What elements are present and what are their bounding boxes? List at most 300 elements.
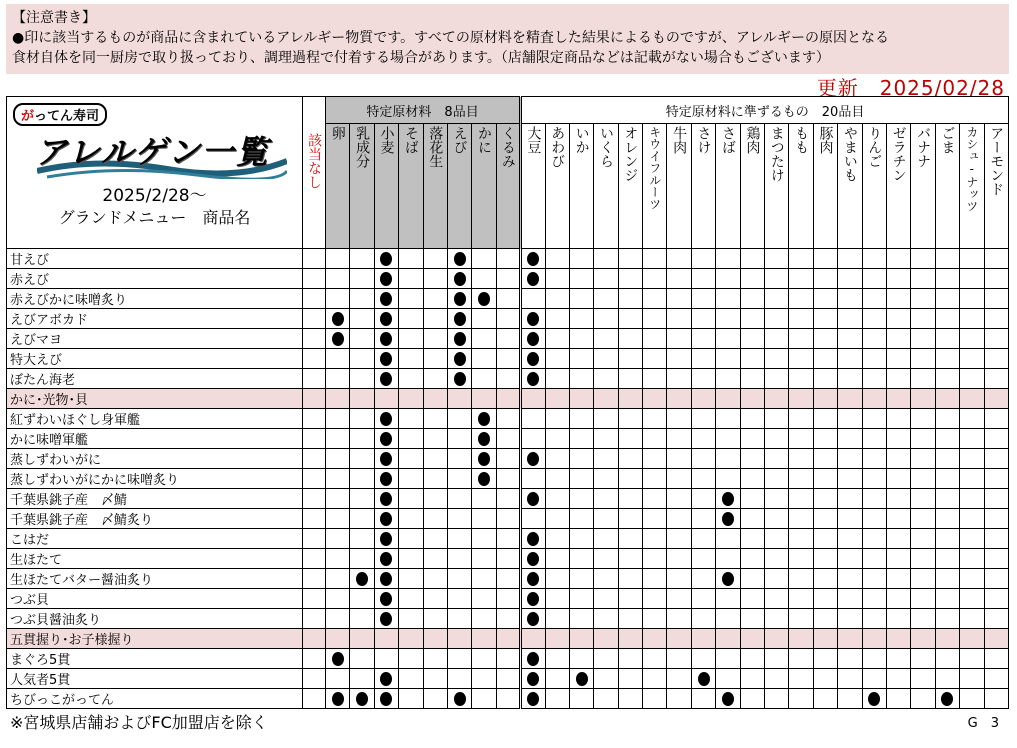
- allergen-cell: [618, 689, 642, 709]
- item-name: つぶ貝: [7, 589, 303, 609]
- allergen-cell: [569, 409, 593, 429]
- allergen-cell: [716, 369, 740, 389]
- allergen-cell: [667, 409, 691, 429]
- allergen-column-header: [740, 124, 764, 249]
- item-name: 千葉県銚子産 〆鯖炙り: [7, 509, 303, 529]
- allergen-cell: [984, 409, 1008, 429]
- allergen-cell: [667, 609, 691, 629]
- allergen-cell: [399, 549, 423, 569]
- allergen-cell: [813, 489, 837, 509]
- allergen-cell: [374, 449, 398, 469]
- allergen-cell: [374, 629, 398, 649]
- allergen-cell: [472, 509, 496, 529]
- allergen-cell: [984, 469, 1008, 489]
- allergen-cell: [813, 289, 837, 309]
- allergen-cell: [813, 649, 837, 669]
- allergen-cell: [618, 249, 642, 269]
- allergen-cell: [813, 529, 837, 549]
- allergen-cell: [838, 629, 862, 649]
- allergen-cell: [862, 529, 886, 549]
- allergen-mark-icon: [380, 352, 392, 366]
- allergen-cell: [399, 329, 423, 349]
- allergen-cell: [789, 289, 813, 309]
- allergen-cell: [740, 529, 764, 549]
- none-cell: [303, 549, 326, 569]
- allergen-mark-icon: [380, 292, 392, 306]
- table-row: [7, 669, 1009, 689]
- allergen-cell: [838, 249, 862, 269]
- allergen-cell: [643, 549, 667, 569]
- allergen-cell: [813, 409, 837, 429]
- allergen-cell: [447, 469, 471, 489]
- allergen-cell: [472, 329, 496, 349]
- allergen-cell: [765, 369, 789, 389]
- allergen-cell: [521, 609, 545, 629]
- table-row: [7, 509, 1009, 529]
- allergen-mark-icon: [527, 532, 539, 546]
- item-name: かに味噌軍艦: [7, 429, 303, 449]
- allergen-cell: [374, 529, 398, 549]
- allergen-cell: [886, 349, 910, 369]
- allergen-cell: [618, 269, 642, 289]
- footer-note: ※宮城県店舗およびFC加盟店を除く: [10, 713, 268, 732]
- allergen-cell: [326, 349, 350, 369]
- allergen-cell: [423, 689, 447, 709]
- allergen-mark-icon: [332, 692, 344, 706]
- allergen-mark-icon: [356, 692, 368, 706]
- allergen-cell: [862, 329, 886, 349]
- allergen-cell: [594, 389, 618, 409]
- allergen-cell: [789, 629, 813, 649]
- none-cell: [303, 529, 326, 549]
- allergen-cell: [960, 669, 984, 689]
- allergen-cell: [765, 309, 789, 329]
- allergen-cell: [960, 589, 984, 609]
- allergen-cell: [984, 669, 1008, 689]
- allergen-cell: [447, 289, 471, 309]
- allergen-cell: [472, 409, 496, 429]
- allergen-cell: [838, 269, 862, 289]
- allergen-mark-icon: [380, 332, 392, 346]
- allergen-cell: [789, 389, 813, 409]
- allergen-cell: [862, 409, 886, 429]
- allergen-cell: [374, 289, 398, 309]
- allergen-cell: [326, 549, 350, 569]
- allergen-cell: [399, 469, 423, 489]
- allergen-cell: [350, 409, 374, 429]
- allergen-cell: [667, 689, 691, 709]
- allergen-cell: [935, 569, 959, 589]
- allergen-cell: [374, 389, 398, 409]
- allergen-cell: [960, 329, 984, 349]
- allergen-cell: [594, 589, 618, 609]
- allergen-cell: [789, 609, 813, 629]
- allergen-cell: [472, 689, 496, 709]
- allergen-mark-icon: [527, 552, 539, 566]
- allergen-mark-icon: [380, 272, 392, 286]
- allergen-cell: [691, 349, 715, 369]
- allergen-cell: [813, 249, 837, 269]
- allergen-cell: [569, 389, 593, 409]
- allergen-label: 牛肉: [671, 126, 688, 154]
- allergen-cell: [813, 389, 837, 409]
- allergen-cell: [350, 289, 374, 309]
- allergen-cell: [594, 409, 618, 429]
- allergen-mark-icon: [332, 332, 344, 346]
- allergen-cell: [423, 569, 447, 589]
- allergen-cell: [472, 449, 496, 469]
- allergen-mark-icon: [722, 512, 734, 526]
- allergen-cell: [618, 349, 642, 369]
- allergen-cell: [667, 549, 691, 569]
- allergen-cell: [326, 569, 350, 589]
- allergen-cell: [472, 309, 496, 329]
- allergen-cell: [594, 689, 618, 709]
- allergen-cell: [496, 289, 520, 309]
- allergen-cell: [740, 429, 764, 449]
- allergen-cell: [569, 429, 593, 449]
- allergen-cell: [740, 649, 764, 669]
- allergen-column-header: [935, 124, 959, 249]
- allergen-mark-icon: [380, 252, 392, 266]
- allergen-cell: [667, 469, 691, 489]
- allergen-label: オレンジ: [622, 126, 639, 182]
- allergen-cell: [838, 529, 862, 549]
- allergen-cell: [862, 569, 886, 589]
- allergen-mark-icon: [527, 692, 539, 706]
- allergen-cell: [911, 689, 935, 709]
- allergen-cell: [496, 409, 520, 429]
- allergen-cell: [935, 409, 959, 429]
- allergen-cell: [350, 429, 374, 449]
- allergen-label: さば: [719, 126, 736, 154]
- allergen-cell: [594, 469, 618, 489]
- allergen-cell: [691, 309, 715, 329]
- allergen-cell: [472, 469, 496, 489]
- notice-box: [6, 4, 1009, 74]
- allergen-cell: [667, 349, 691, 369]
- allergen-cell: [569, 629, 593, 649]
- allergen-cell: [862, 249, 886, 269]
- allergen-cell: [350, 669, 374, 689]
- allergen-mark-icon: [380, 512, 392, 526]
- allergen-cell: [374, 429, 398, 449]
- allergen-cell: [838, 649, 862, 669]
- allergen-cell: [594, 269, 618, 289]
- allergen-cell: [350, 689, 374, 709]
- allergen-cell: [399, 609, 423, 629]
- allergen-mark-icon: [527, 312, 539, 326]
- allergen-cell: [447, 649, 471, 669]
- allergen-cell: [643, 329, 667, 349]
- none-cell: [303, 389, 326, 409]
- allergen-column-header: [643, 124, 667, 249]
- allergen-cell: [496, 489, 520, 509]
- allergen-cell: [886, 649, 910, 669]
- allergen-mark-icon: [527, 672, 539, 686]
- allergen-cell: [399, 569, 423, 589]
- allergen-cell: [716, 469, 740, 489]
- allergen-cell: [862, 369, 886, 389]
- allergen-cell: [765, 329, 789, 349]
- major-allergen-group-header: 特定原材料 8品目: [326, 97, 521, 124]
- allergen-cell: [423, 629, 447, 649]
- allergen-cell: [984, 369, 1008, 389]
- allergen-column-header: [716, 124, 740, 249]
- allergen-cell: [862, 289, 886, 309]
- allergen-cell: [374, 329, 398, 349]
- allergen-cell: [374, 609, 398, 629]
- allergen-cell: [960, 389, 984, 409]
- allergen-cell: [326, 609, 350, 629]
- allergen-cell: [960, 509, 984, 529]
- allergen-cell: [423, 309, 447, 329]
- allergen-cell: [545, 429, 569, 449]
- allergen-cell: [350, 449, 374, 469]
- allergen-cell: [594, 349, 618, 369]
- allergen-column-header: [911, 124, 935, 249]
- allergen-cell: [618, 469, 642, 489]
- allergen-cell: [740, 349, 764, 369]
- allergen-cell: [838, 449, 862, 469]
- allergen-cell: [569, 669, 593, 689]
- allergen-cell: [545, 629, 569, 649]
- allergen-cell: [862, 349, 886, 369]
- allergen-cell: [691, 509, 715, 529]
- allergen-cell: [716, 449, 740, 469]
- allergen-cell: [594, 489, 618, 509]
- allergen-cell: [960, 549, 984, 569]
- allergen-cell: [423, 349, 447, 369]
- allergen-cell: [691, 469, 715, 489]
- allergen-cell: [326, 509, 350, 529]
- allergen-cell: [399, 249, 423, 269]
- allergen-cell: [911, 389, 935, 409]
- allergen-cell: [789, 529, 813, 549]
- allergen-cell: [960, 629, 984, 649]
- allergen-label: アーモンド: [988, 126, 1005, 196]
- allergen-cell: [423, 369, 447, 389]
- allergen-cell: [935, 489, 959, 509]
- none-cell: [303, 629, 326, 649]
- allergen-cell: [374, 349, 398, 369]
- allergen-cell: [545, 409, 569, 429]
- allergen-cell: [838, 469, 862, 489]
- allergen-cell: [813, 589, 837, 609]
- allergen-cell: [886, 309, 910, 329]
- allergen-cell: [643, 629, 667, 649]
- allergen-mark-icon: [380, 572, 392, 586]
- allergen-cell: [618, 669, 642, 689]
- allergen-cell: [716, 329, 740, 349]
- allergen-cell: [569, 609, 593, 629]
- allergen-cell: [960, 249, 984, 269]
- allergen-cell: [326, 469, 350, 489]
- allergen-cell: [521, 589, 545, 609]
- allergen-cell: [399, 429, 423, 449]
- allergen-cell: [862, 669, 886, 689]
- allergen-column-header: [886, 124, 910, 249]
- allergen-cell: [691, 329, 715, 349]
- allergen-cell: [765, 409, 789, 429]
- allergen-cell: [447, 569, 471, 589]
- allergen-cell: [423, 429, 447, 449]
- allergen-cell: [472, 549, 496, 569]
- allergen-column-header: [326, 124, 350, 249]
- table-row: [7, 449, 1009, 469]
- allergen-cell: [447, 589, 471, 609]
- allergen-cell: [447, 329, 471, 349]
- allergen-cell: [545, 669, 569, 689]
- allergen-cell: [765, 609, 789, 629]
- allergen-mark-icon: [527, 372, 539, 386]
- allergen-cell: [423, 329, 447, 349]
- allergen-mark-icon: [454, 372, 466, 386]
- allergen-label: りんご: [866, 126, 883, 168]
- allergen-cell: [472, 429, 496, 449]
- allergen-cell: [326, 689, 350, 709]
- allergen-cell: [496, 369, 520, 389]
- allergen-cell: [496, 509, 520, 529]
- allergen-cell: [886, 569, 910, 589]
- item-name: 甘えび: [7, 249, 303, 269]
- allergen-cell: [521, 509, 545, 529]
- allergen-cell: [789, 409, 813, 429]
- allergen-mark-icon: [380, 312, 392, 326]
- allergen-cell: [862, 609, 886, 629]
- allergen-cell: [935, 269, 959, 289]
- allergen-cell: [447, 629, 471, 649]
- allergen-cell: [740, 609, 764, 629]
- allergen-column-header: [813, 124, 837, 249]
- allergen-label: いか: [573, 126, 590, 154]
- allergen-table: [6, 96, 1009, 709]
- allergen-cell: [521, 409, 545, 429]
- allergen-cell: [740, 269, 764, 289]
- table-row: [7, 369, 1009, 389]
- allergen-cell: [789, 449, 813, 469]
- allergen-cell: [886, 609, 910, 629]
- allergen-cell: [399, 369, 423, 389]
- allergen-cell: [521, 529, 545, 549]
- allergen-cell: [326, 289, 350, 309]
- allergen-cell: [984, 529, 1008, 549]
- allergen-cell: [667, 309, 691, 329]
- allergen-cell: [911, 649, 935, 669]
- allergen-cell: [472, 349, 496, 369]
- allergen-mark-icon: [527, 272, 539, 286]
- allergen-cell: [618, 609, 642, 629]
- allergen-mark-icon: [380, 692, 392, 706]
- allergen-label: えび: [451, 126, 468, 154]
- allergen-cell: [545, 689, 569, 709]
- allergen-cell: [911, 669, 935, 689]
- allergen-cell: [594, 629, 618, 649]
- allergen-cell: [960, 649, 984, 669]
- allergen-mark-icon: [454, 312, 466, 326]
- allergen-cell: [643, 469, 667, 489]
- allergen-cell: [960, 469, 984, 489]
- allergen-cell: [545, 309, 569, 329]
- allergen-cell: [667, 249, 691, 269]
- allergen-cell: [789, 429, 813, 449]
- allergen-cell: [447, 349, 471, 369]
- allergen-cell: [984, 689, 1008, 709]
- allergen-cell: [545, 329, 569, 349]
- item-name: 蒸しずわいがに: [7, 449, 303, 469]
- allergen-cell: [545, 349, 569, 369]
- notice-heading: 【注意書き】: [12, 10, 96, 26]
- allergen-cell: [813, 569, 837, 589]
- notice-line-2: 食材自体を同一厨房で取り扱っており、調理過程で付着する場合があります。（店舗限定商品などは記載がない場合もございます）: [12, 50, 830, 66]
- allergen-cell: [643, 669, 667, 689]
- allergen-cell: [765, 249, 789, 269]
- allergen-cell: [618, 329, 642, 349]
- allergen-mark-icon: [478, 432, 490, 446]
- allergen-cell: [960, 289, 984, 309]
- allergen-cell: [911, 289, 935, 309]
- allergen-cell: [691, 689, 715, 709]
- allergen-cell: [618, 449, 642, 469]
- allergen-cell: [399, 489, 423, 509]
- allergen-cell: [740, 329, 764, 349]
- allergen-cell: [496, 389, 520, 409]
- allergen-cell: [326, 669, 350, 689]
- allergen-cell: [789, 249, 813, 269]
- none-cell: [303, 669, 326, 689]
- none-cell: [303, 329, 326, 349]
- allergen-cell: [521, 429, 545, 449]
- allergen-cell: [618, 309, 642, 329]
- allergen-cell: [911, 629, 935, 649]
- allergen-cell: [813, 449, 837, 469]
- allergen-cell: [374, 469, 398, 489]
- allergen-cell: [594, 309, 618, 329]
- allergen-cell: [984, 349, 1008, 369]
- allergen-cell: [350, 549, 374, 569]
- allergen-cell: [813, 669, 837, 689]
- allergen-cell: [935, 329, 959, 349]
- allergen-cell: [399, 529, 423, 549]
- allergen-cell: [740, 249, 764, 269]
- allergen-column-header: [862, 124, 886, 249]
- allergen-column-header: [691, 124, 715, 249]
- allergen-cell: [935, 389, 959, 409]
- allergen-cell: [691, 609, 715, 629]
- allergen-label: 豚肉: [817, 126, 834, 154]
- allergen-cell: [886, 489, 910, 509]
- allergen-cell: [667, 329, 691, 349]
- allergen-cell: [569, 469, 593, 489]
- allergen-cell: [935, 429, 959, 449]
- allergen-mark-icon: [454, 292, 466, 306]
- none-cell: [303, 689, 326, 709]
- allergen-cell: [472, 489, 496, 509]
- allergen-cell: [716, 269, 740, 289]
- allergen-mark-icon: [478, 292, 490, 306]
- allergen-cell: [423, 529, 447, 549]
- allergen-label: そば: [402, 126, 419, 154]
- allergen-cell: [667, 569, 691, 589]
- allergen-cell: [911, 429, 935, 449]
- minor-allergen-group-header: 特定原材料に準ずるもの 20品目: [521, 97, 1009, 124]
- allergen-mark-icon: [722, 692, 734, 706]
- table-row: [7, 489, 1009, 509]
- allergen-cell: [569, 589, 593, 609]
- updated-date: 更新 2025/02/28: [816, 76, 1005, 100]
- notice-line-1: ●印に該当するものが商品に含まれているアレルギー物質です。すべての原材料を精査した結果によるものですが、アレルギーの原因となる: [12, 30, 889, 46]
- allergen-cell: [862, 269, 886, 289]
